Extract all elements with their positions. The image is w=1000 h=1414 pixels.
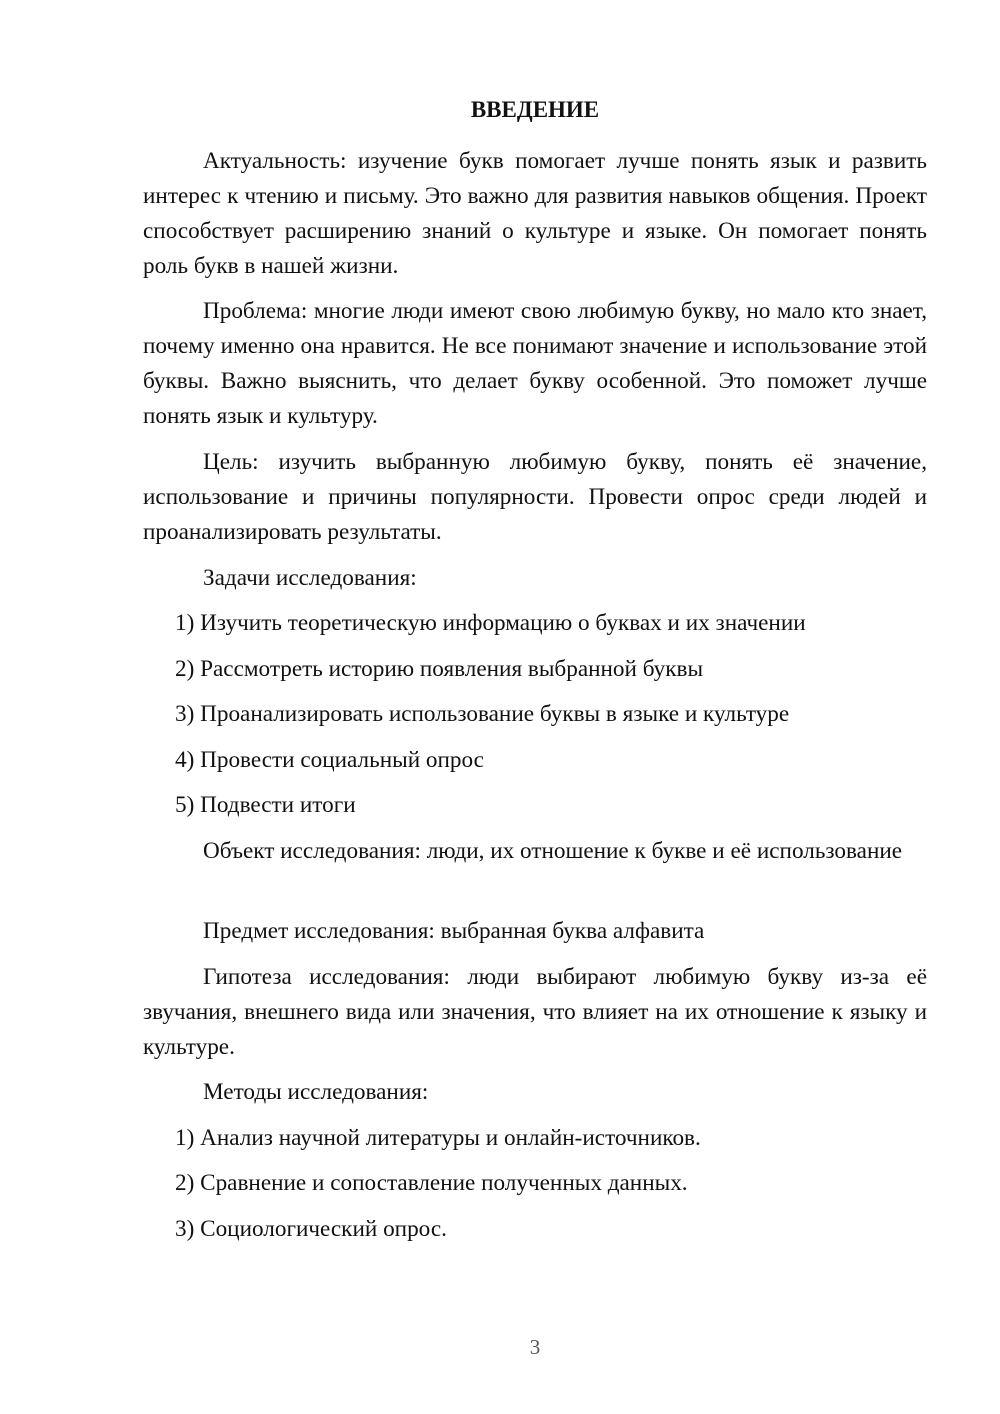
tasks-title: Задачи исследования: bbox=[203, 565, 417, 591]
task-item: 1) Изучить теоретическую информацию о буквах и их значении bbox=[175, 610, 806, 636]
hypothesis-paragraph: Гипотеза исследования: люди выбирают любимую букву из-за её звучания, внешнего вида или значения, что влияет на их отношение к языку и культуре. bbox=[143, 964, 927, 1060]
task-item: 2) Рассмотреть историю появления выбранной буквы bbox=[175, 656, 704, 682]
goal-paragraph: Цель: изучить выбранную любимую букву, понять её значение, использование и причины популярности. Провести опрос среди людей и проанализировать результаты. bbox=[143, 449, 927, 545]
section-heading: ВВЕДЕНИЕ bbox=[470, 97, 600, 122]
relevance-paragraph: Актуальность: изучение букв помогает лучше понять язык и развить интерес к чтению и письму. Это важно для развития навыков общения. Проект способствует расширению знаний о культуре и языке. Он помогает понять роль букв в нашей жизни. bbox=[143, 148, 927, 279]
object-paragraph: Объект исследования: люди, их отношение к букве и её использование bbox=[203, 838, 903, 864]
method-item: 2) Сравнение и сопоставление полученных данных. bbox=[175, 1170, 688, 1196]
task-item: 4) Провести социальный опрос bbox=[175, 747, 484, 773]
task-item: 3) Проанализировать использование буквы в языке и культуре bbox=[175, 701, 790, 727]
page-number: 3 bbox=[529, 1335, 541, 1359]
methods-title: Методы исследования: bbox=[203, 1079, 429, 1105]
task-item: 5) Подвести итоги bbox=[175, 792, 356, 818]
problem-paragraph: Проблема: многие люди имеют свою любимую букву, но мало кто знает, почему именно она нравится. Не все понимают значение и использование этой буквы. Важно выяснить, что делает букву особенной. Это поможет лучше понять язык и культуру. bbox=[143, 298, 927, 429]
method-item: 3) Социологический опрос. bbox=[175, 1216, 447, 1242]
subject-line: Предмет исследования: выбранная буква алфавита bbox=[203, 918, 705, 944]
method-item: 1) Анализ научной литературы и онлайн-источников. bbox=[175, 1125, 701, 1151]
